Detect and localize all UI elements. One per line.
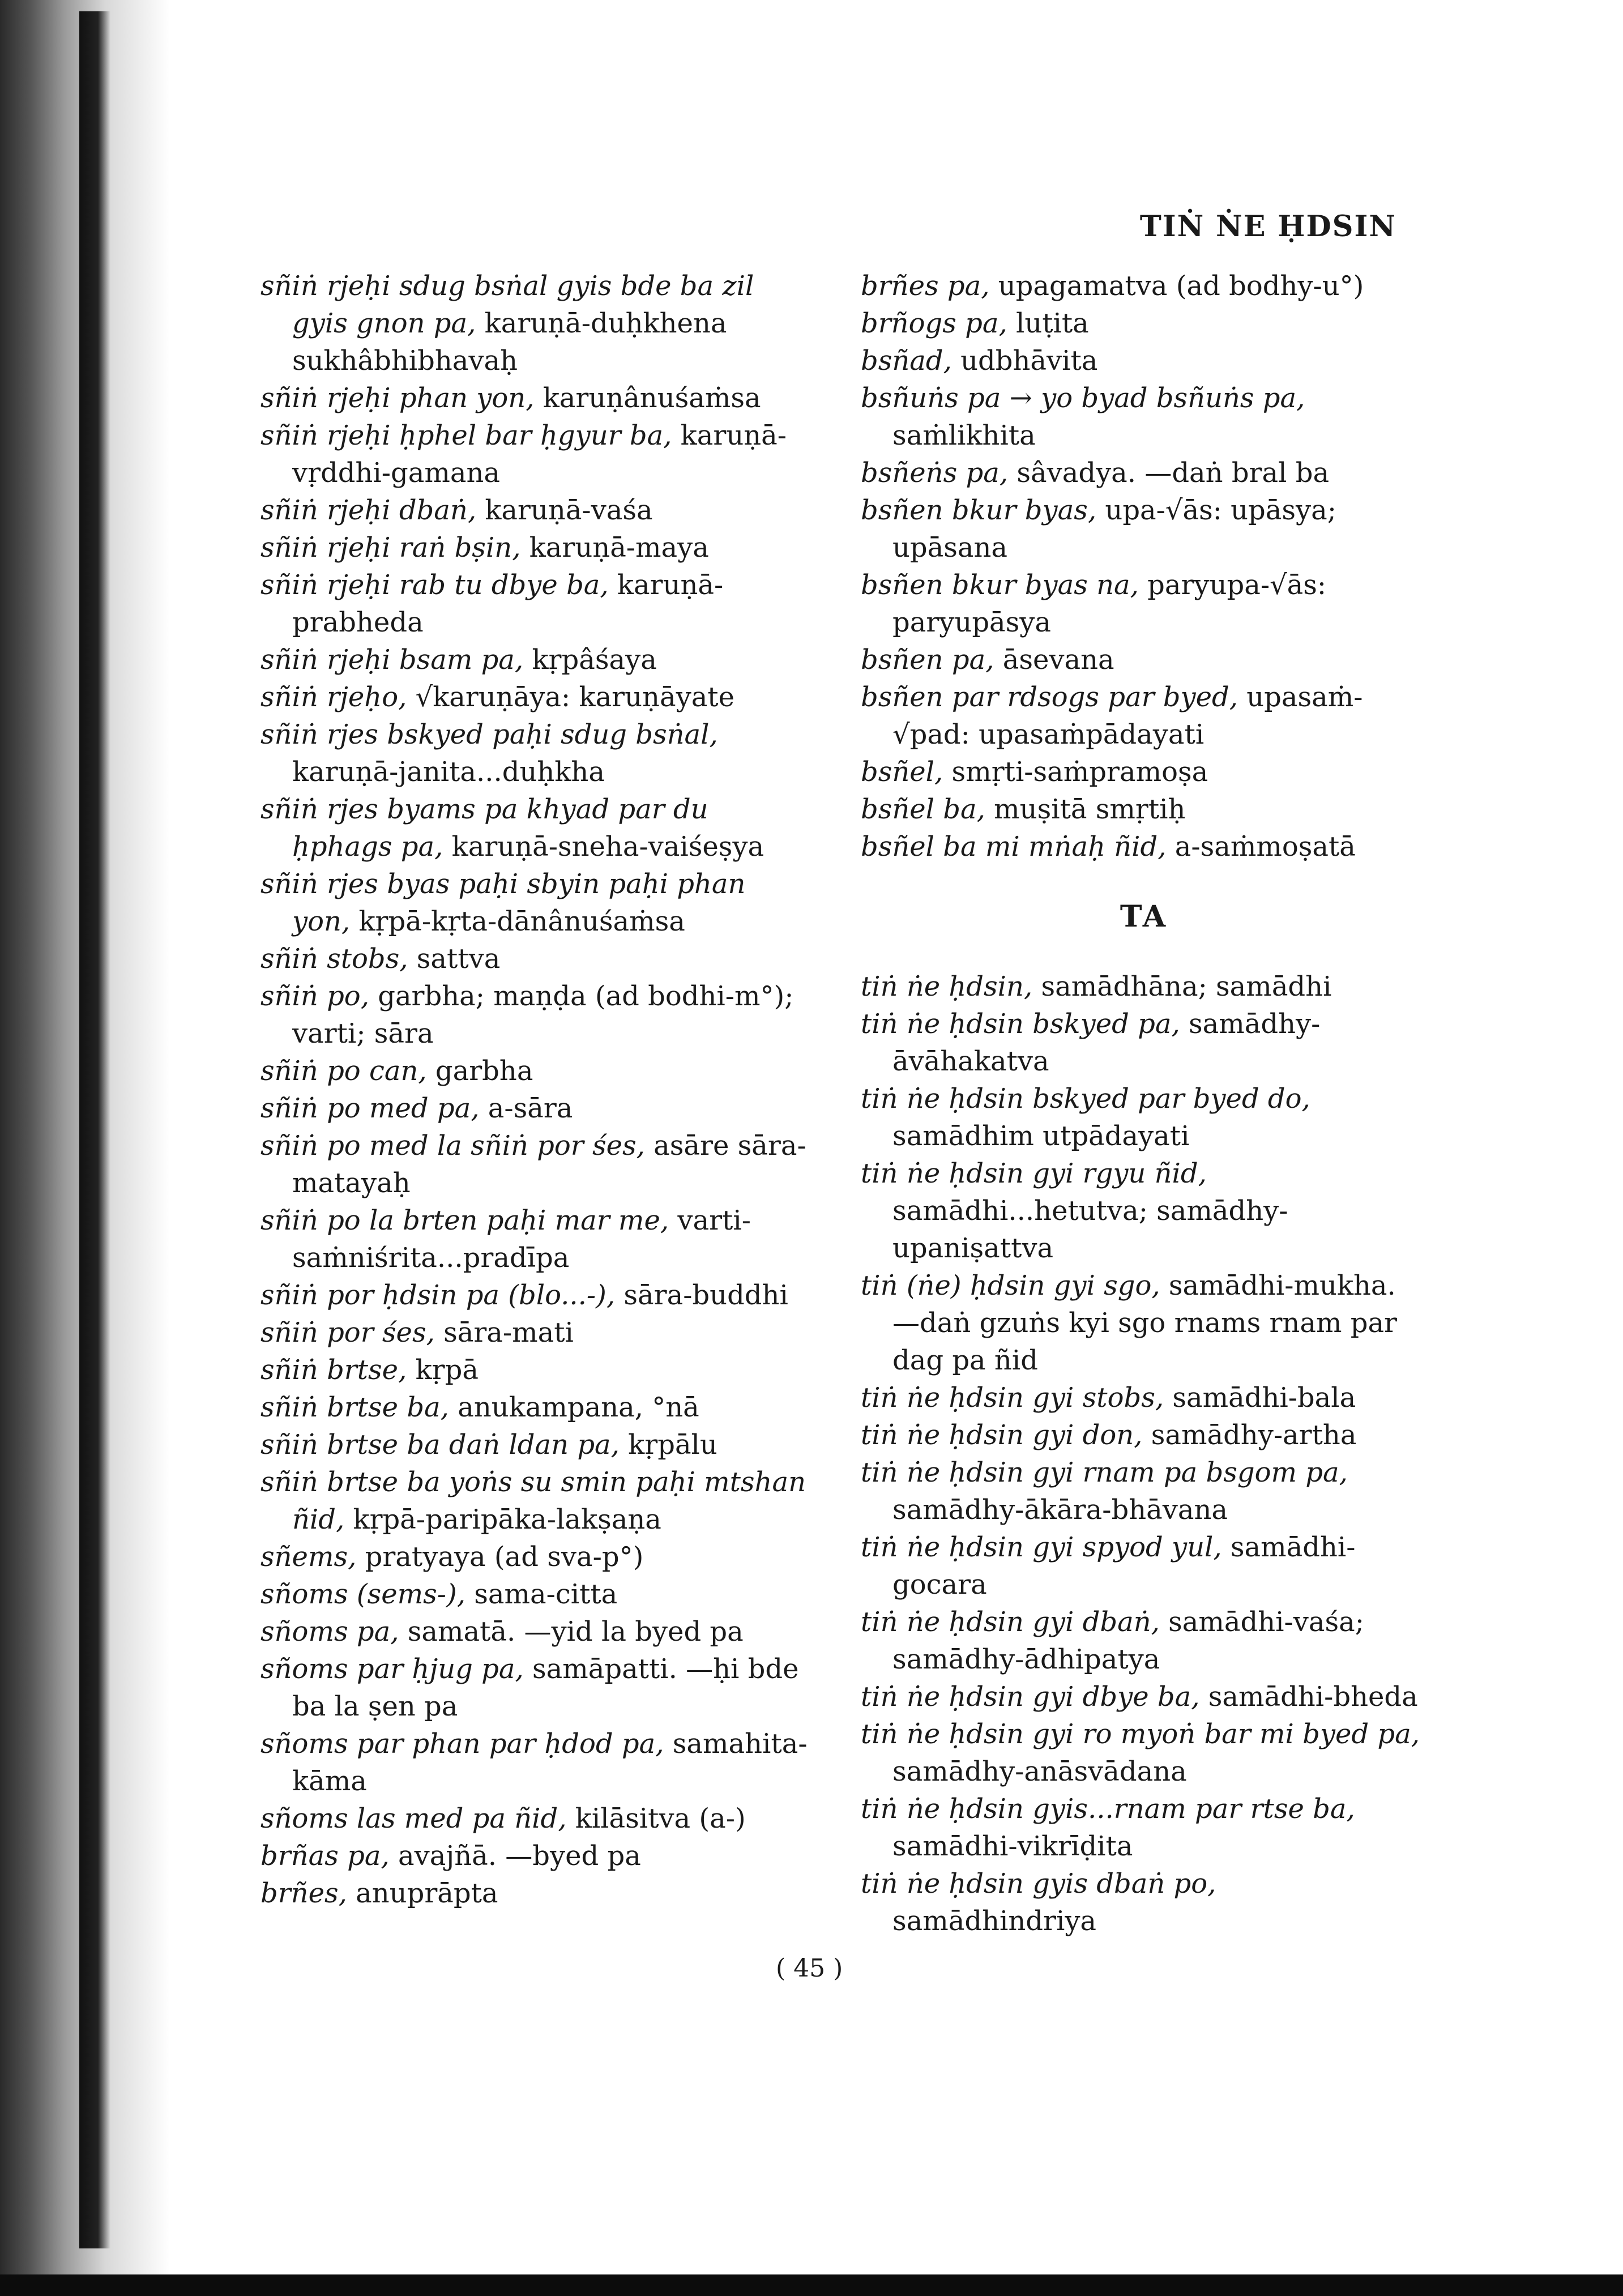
book-gutter-shadow [79,11,110,2248]
tibetan-headword: sñiṅ po med la sñiṅ por śes, [260,1130,645,1162]
sanskrit-equivalent: pratyaya (ad sva-p°) [356,1541,644,1573]
dictionary-entry [260,940,810,978]
dictionary-entry [260,978,810,1052]
tibetan-headword: sñiṅ rjeḥi dbaṅ, [260,494,477,526]
tibetan-headword: sñiṅ por śes, [260,1317,435,1348]
tibetan-headword: sñiṅ brtse ba, [260,1392,449,1423]
sanskrit-equivalent: kilāsitva (a-) [566,1803,746,1834]
sanskrit-equivalent: saṁlikhita [892,420,1036,451]
tibetan-headword: bsñel, [861,756,943,788]
dictionary-entry [260,529,810,566]
tibetan-headword: sñiṅ brtse ba daṅ ldan pa, [260,1429,620,1461]
tibetan-headword: tiṅ ṅe ḥdsin gyi rnam pa bsgom pa, [861,1457,1348,1488]
dictionary-entry [861,342,1427,379]
tibetan-headword: tiṅ ṅe ḥdsin gyi spyod yul, [861,1531,1222,1563]
tibetan-headword: tiṅ ṅe ḥdsin, [861,971,1033,1002]
dictionary-entry [260,1351,810,1389]
tibetan-headword: bsñen bkur byas, [861,494,1097,526]
sanskrit-equivalent: karuṇânuśaṁsa [534,382,761,414]
tibetan-headword: bsñen pa, [861,644,994,676]
dictionary-entry [861,753,1427,791]
sanskrit-equivalent: a-sāra [479,1092,573,1124]
sanskrit-equivalent: samādhāna; samādhi [1032,971,1332,1002]
sanskrit-equivalent: karuṇā-sneha-vaiśeṣya [443,831,764,863]
dictionary-entry [861,1603,1427,1678]
right-column-entries-top [861,267,1427,865]
tibetan-headword: bsñuṅs pa → yo byad bsñuṅs pa, [861,382,1305,414]
tibetan-headword: brñas pa, [260,1840,390,1872]
dictionary-entry [260,1875,810,1912]
dictionary-entry [260,1725,810,1800]
dictionary-entry [861,1454,1427,1529]
tibetan-headword: sñiṅ brtse, [260,1354,407,1386]
tibetan-headword: bsñel ba, [861,793,985,825]
sanskrit-equivalent: samāpatti. —ḥi bde ba la ṣen pa [292,1653,799,1722]
sanskrit-equivalent: sattva [408,943,501,975]
sanskrit-equivalent: karuṇā-maya [520,532,709,564]
sanskrit-equivalent: samādhi-vaśa; samādhy-ādhipatya [892,1606,1364,1675]
dictionary-entry [260,1426,810,1463]
sanskrit-equivalent: samādhi-bheda [1199,1681,1418,1713]
dictionary-entry [260,267,810,379]
dictionary-entry [861,454,1427,492]
sanskrit-equivalent: kṛpâśaya [523,644,657,676]
sanskrit-equivalent: samahita-kāma [292,1728,808,1797]
sanskrit-equivalent: samādhi-mukha. —daṅ gzuṅs kyi sgo rnams rnam par dag pa ñid [892,1270,1397,1376]
sanskrit-equivalent: samādhy-artha [1142,1419,1357,1451]
dictionary-entry [260,1613,810,1650]
tibetan-headword: tiṅ ṅe ḥdsin bskyed par byed do, [861,1083,1310,1115]
sanskrit-equivalent: sāra-buddhi [615,1279,788,1311]
sanskrit-equivalent: a-saṁmoṣatā [1166,831,1356,863]
tibetan-headword: sñiṅ po la brten paḥi mar me, [260,1205,669,1236]
left-column [260,267,810,1912]
sanskrit-equivalent: kṛpā-paripāka-lakṣaṇa [344,1504,661,1535]
dictionary-entry [260,865,810,940]
sanskrit-equivalent: sāra-mati [434,1317,574,1348]
sanskrit-equivalent: samatā. —yid la byed pa [399,1616,744,1648]
dictionary-entry [861,1865,1427,1940]
sanskrit-equivalent: garbha; maṇḍa (ad bodhi-m°); varti; sāra [292,980,794,1049]
sanskrit-equivalent: samādhindriya [892,1905,1097,1937]
tibetan-headword: brñes pa, [861,270,990,302]
dictionary-entry [861,1790,1427,1865]
tibetan-headword: sñiṅ po, [260,980,369,1012]
dictionary-entry [260,1090,810,1127]
tibetan-headword: sñiṅ rjeḥi sdug bsṅal gyis bde ba zil gyis gnon pa, [260,270,754,339]
dictionary-entry [861,791,1427,828]
sanskrit-equivalent: samādhi...hetutva; samādhy-upaniṣattva [892,1195,1288,1264]
dictionary-entry [861,1529,1427,1603]
tibetan-headword: sñiṅ por ḥdsin pa (blo...-), [260,1279,616,1311]
sanskrit-equivalent: upasaṁ-√pad: upasaṁpādayati [892,681,1363,750]
dictionary-entry [861,1678,1427,1715]
sanskrit-equivalent: varti-saṁniśrita...pradīpa [292,1205,751,1274]
tibetan-headword: tiṅ ṅe ḥdsin bskyed pa, [861,1008,1180,1040]
tibetan-headword: tiṅ ṅe ḥdsin gyis dbaṅ po, [861,1868,1216,1900]
tibetan-headword: sñiṅ rjes byams pa khyad par du ḥphags pa, [260,793,708,863]
sanskrit-equivalent: paryupa-√ās: paryupāsya [892,569,1327,638]
dictionary-entry [260,1463,810,1538]
tibetan-headword: tiṅ ṅe ḥdsin gyi rgyu ñid, [861,1158,1207,1189]
dictionary-entry [260,1202,810,1277]
sanskrit-equivalent: samādhy-anāsvādana [892,1756,1187,1787]
dictionary-entry [260,1576,810,1613]
dictionary-entry [861,828,1427,865]
sanskrit-equivalent: samādhy-āvāhakatva [892,1008,1321,1077]
sanskrit-equivalent: samādhi-bala [1164,1382,1356,1414]
tibetan-headword: sñiṅ rjeḥi bsam pa, [260,644,524,676]
dictionary-entry [861,678,1427,753]
dictionary-entry [861,1267,1427,1379]
dictionary-entry [861,968,1427,1005]
tibetan-headword: sñiṅ po can, [260,1055,427,1087]
tibetan-headword: bsñeṅs pa, [861,457,1009,489]
tibetan-headword: bsñen bkur byas na, [861,569,1139,601]
sanskrit-equivalent: upagamatva (ad bodhy-u°) [989,270,1364,302]
tibetan-headword: sñoms par phan par ḥdod pa, [260,1728,664,1760]
dictionary-entry [260,1837,810,1875]
sanskrit-equivalent: √karuṇāya: karuṇāyate [407,681,734,713]
tibetan-headword: tiṅ ṅe ḥdsin gyi ro myoṅ bar mi byed pa, [861,1718,1420,1750]
dictionary-entry [260,379,810,417]
sanskrit-equivalent: karuṇā-vṛddhi-gamana [292,420,787,489]
sanskrit-equivalent: samādhi-gocara [892,1531,1356,1601]
tibetan-headword: brñogs pa, [861,308,1007,339]
dictionary-entry [861,566,1427,641]
tibetan-headword: sñiṅ brtse ba yoṅs su smin paḥi mtshan ñid, [260,1466,806,1535]
dictionary-entry [861,1416,1427,1454]
sanskrit-equivalent: upa-√ās: upāsya; upāsana [892,494,1336,564]
dictionary-entry [861,305,1427,342]
sanskrit-equivalent: kṛpālu [619,1429,717,1461]
page-number: ( 45 ) [776,1954,843,1983]
tibetan-headword: brñes, [260,1877,347,1909]
sanskrit-equivalent: āsevana [994,644,1114,676]
sanskrit-equivalent: luṭita [1007,308,1089,339]
sanskrit-equivalent: kṛpā-kṛta-dānânuśaṁsa [350,906,685,937]
sanskrit-equivalent: samādhim utpādayati [892,1120,1190,1152]
dictionary-entry [260,1314,810,1351]
dictionary-entry [260,1277,810,1314]
dictionary-entry [861,1715,1427,1790]
scan-bottom-edge [0,2274,1623,2296]
dictionary-entry [260,1052,810,1090]
tibetan-headword: sñoms las med pa ñid, [260,1803,567,1834]
dictionary-entry [260,1800,810,1837]
sanskrit-equivalent: samādhy-ākāra-bhāvana [892,1494,1228,1526]
sanskrit-equivalent: smṛti-saṁpramoṣa [943,756,1208,788]
sanskrit-equivalent: sama-citta [465,1578,618,1610]
tibetan-headword: tiṅ ṅe ḥdsin gyis...rnam par rtse ba, [861,1793,1355,1825]
dictionary-entry [260,716,810,791]
dictionary-entry [861,1379,1427,1416]
running-head: TIṄ ṄE ḤDSIN [1139,210,1396,244]
tibetan-headword: sñoms pa, [260,1616,399,1648]
dictionary-entry [260,678,810,716]
right-column-entries-bottom [861,968,1427,1940]
sanskrit-equivalent: sâvadya. —daṅ bral ba [1008,457,1330,489]
tibetan-headword: sñiṅ rjeḥi ḥphel bar ḥgyur ba, [260,420,672,451]
sanskrit-equivalent: karuṇā-duḥkhena sukhâbhibhavaḥ [292,308,727,377]
dictionary-entry [861,267,1427,305]
tibetan-headword: sñiṅ rjeḥi raṅ bṣin, [260,532,521,564]
sanskrit-equivalent: kṛpā [407,1354,479,1386]
sanskrit-equivalent: karuṇā-janita...duḥkha [292,756,605,788]
dictionary-entry [260,1389,810,1426]
dictionary-entry [260,1538,810,1576]
dictionary-entry [260,492,810,529]
dictionary-entry [861,1155,1427,1267]
tibetan-headword: sñiṅ rjes byas paḥi sbyin paḥi phan yon, [260,868,746,937]
dictionary-entry [260,641,810,678]
sanskrit-equivalent: asāre sāra-matayaḥ [292,1130,806,1199]
dictionary-entry [260,417,810,492]
sanskrit-equivalent: anukampana, °nā [449,1392,699,1423]
tibetan-headword: bsñen par rdsogs par byed, [861,681,1238,713]
tibetan-headword: sñoms (sems-), [260,1578,465,1610]
tibetan-headword: sñiṅ rjeḥi rab tu dbye ba, [260,569,609,601]
tibetan-headword: tiṅ (ṅe) ḥdsin gyi sgo, [861,1270,1160,1301]
tibetan-headword: sñems, [260,1541,357,1573]
dictionary-entry [260,791,810,865]
tibetan-headword: tiṅ ṅe ḥdsin gyi dbye ba, [861,1681,1200,1713]
dictionary-entry [260,1127,810,1202]
tibetan-headword: tiṅ ṅe ḥdsin gyi stobs, [861,1382,1164,1414]
sanskrit-equivalent: anuprāpta [347,1877,498,1909]
sanskrit-equivalent: samādhi-vikrīḍita [892,1830,1133,1862]
sanskrit-equivalent: avajñā. —byed pa [389,1840,641,1872]
tibetan-headword: bsñel ba mi mṅaḥ ñid, [861,831,1167,863]
tibetan-headword: sñiṅ rjes bskyed paḥi sdug bsṅal, [260,719,718,750]
tibetan-headword: tiṅ ṅe ḥdsin gyi don, [861,1419,1143,1451]
dictionary-entry [861,1005,1427,1080]
sanskrit-equivalent: karuṇā-vaśa [476,494,653,526]
right-column [861,267,1427,1940]
tibetan-headword: bsñad, [861,345,952,377]
dictionary-entry [861,379,1427,454]
sanskrit-equivalent: muṣitā smṛtiḥ [985,793,1186,825]
sanskrit-equivalent: garbha [426,1055,533,1087]
sanskrit-equivalent: udbhāvita [951,345,1098,377]
section-heading: TA [1120,899,1168,934]
tibetan-headword: tiṅ ṅe ḥdsin gyi dbaṅ, [861,1606,1160,1638]
dictionary-entry [260,566,810,641]
dictionary-entry [861,492,1427,566]
dictionary-entry [861,1080,1427,1155]
tibetan-headword: sñiṅ rjeḥo, [260,681,407,713]
tibetan-headword: sñiṅ stobs, [260,943,408,975]
dictionary-entry [861,641,1427,678]
dictionary-entry [260,1650,810,1725]
sanskrit-equivalent: karuṇā-prabheda [292,569,724,638]
tibetan-headword: sñiṅ rjeḥi phan yon, [260,382,535,414]
tibetan-headword: sñoms par ḥjug pa, [260,1653,524,1685]
tibetan-headword: sñiṅ po med pa, [260,1092,480,1124]
